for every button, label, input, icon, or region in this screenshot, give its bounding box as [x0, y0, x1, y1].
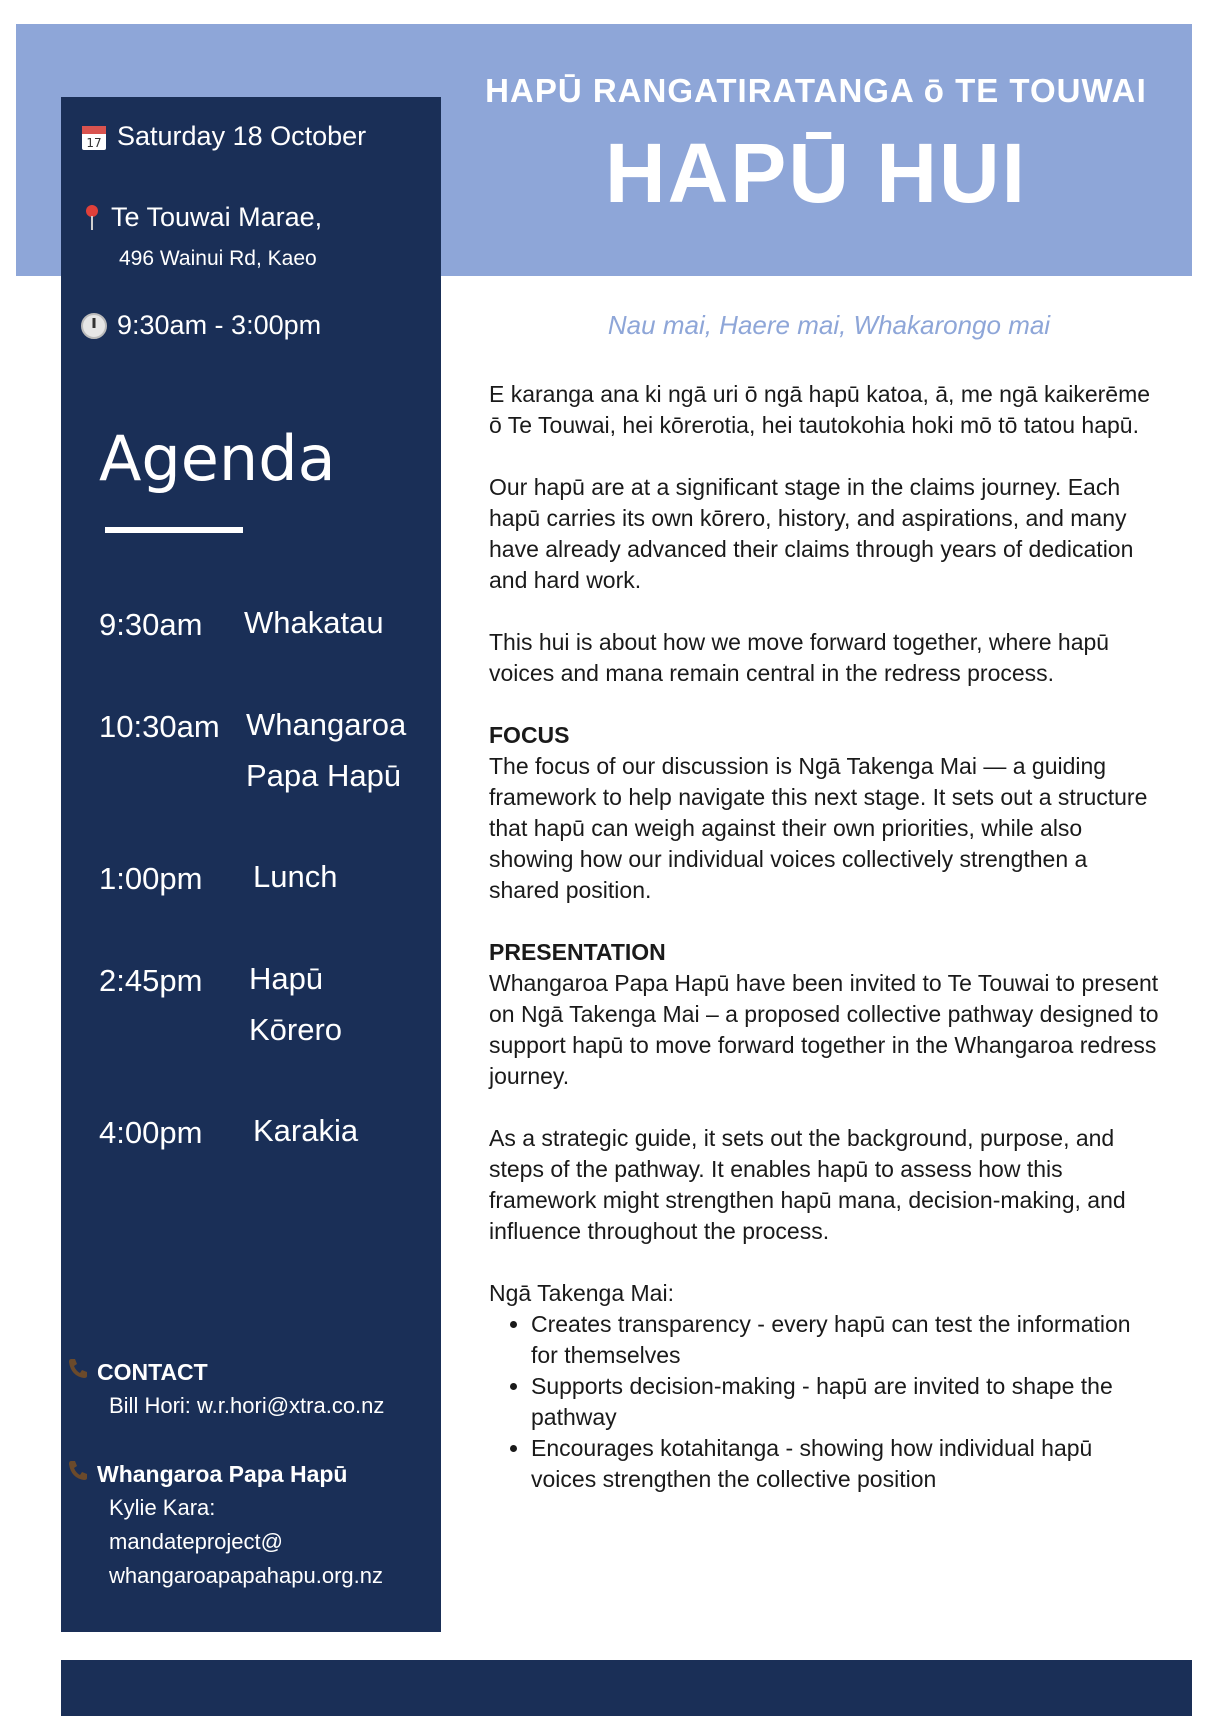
event-address: 496 Wainui Rd, Kaeo	[119, 247, 317, 270]
event-venue: Te Touwai Marae,	[111, 202, 323, 232]
contact-heading: Whangaroa Papa Hapū	[97, 1457, 383, 1491]
agenda-time: 1:00pm	[99, 861, 203, 896]
contact-email-line[interactable]: mandateproject@	[109, 1529, 283, 1554]
event-venue-row	[81, 202, 322, 233]
agenda-item: Karakia	[253, 1113, 359, 1148]
agenda-item: Whakatau	[244, 605, 384, 640]
focus-text: The focus of our discussion is Ngā Takenga Mai — a guiding framework to help navigate this next stage. It sets out a structure that hapū can weigh against their own priorities, while also showing how our individual voices collectively strengthen a shared position.	[489, 753, 1148, 903]
list-intro: Ngā Takenga Mai:	[489, 1280, 674, 1306]
contact-heading: CONTACT	[97, 1355, 384, 1389]
contact-line: Bill Hori: w.r.hori@xtra.co.nz	[109, 1393, 385, 1418]
agenda-time: 4:00pm	[99, 1115, 203, 1150]
list-item: • Encourages kotahitanga - showing how individual hapū voices strengthen the collective position	[531, 1433, 1159, 1495]
footer-band	[61, 1660, 1192, 1716]
focus-heading: FOCUS	[489, 722, 570, 748]
event-date: Saturday 18 October	[117, 121, 367, 151]
agenda-time: 9:30am	[99, 607, 203, 642]
event-time-row	[79, 310, 321, 341]
header-title: HAPŪ HUI	[604, 126, 1027, 220]
intro-paragraph: E karanga ana ki ngā uri ō ngā hapū katoa, ā, me ngā kaikerēme ō Te Touwai, hei kōrerotia, hei tautokohia hoki mō tō tatou hapū.	[489, 381, 1151, 438]
agenda-item: Lunch	[253, 859, 338, 894]
phone-icon	[67, 1357, 89, 1379]
presentation-section	[489, 937, 1159, 1092]
agenda-item: Hapū Kōrero	[249, 961, 343, 1047]
clock-icon	[79, 312, 109, 340]
agenda-item: Whangaroa Papa Hapū	[246, 707, 407, 793]
event-time: 9:30am - 3:00pm	[117, 310, 322, 340]
list-item: • Creates transparency - every hapū can test the information for themselves	[531, 1309, 1159, 1371]
hui-paragraph: This hui is about how we move forward together, where hapū voices and mana remain central in the redress process.	[489, 629, 1110, 686]
agenda-divider	[105, 527, 243, 533]
header-subtitle: HAPŪ RANGATIRATANGA ō TE TOUWAI	[485, 72, 1147, 109]
strategic-paragraph: As a strategic guide, it sets out the background, purpose, and steps of the pathway. It enables hapū to assess how this framework might strengthen hapū mana, decision-making, and influence throughout the process.	[489, 1125, 1126, 1244]
presentation-text: Whangaroa Papa Hapū have been invited to Te Touwai to present on Ngā Takenga Mai – a proposed collective pathway designed to support hapū to move forward together in the Whangaroa redress journey.	[489, 970, 1159, 1089]
event-date-row	[79, 121, 366, 152]
agenda-time: 10:30am	[99, 709, 220, 744]
list-item: • Supports decision-making - hapū are invited to shape the pathway	[531, 1371, 1159, 1433]
contact-email-line[interactable]: whangaroapapahapu.org.nz	[109, 1563, 384, 1588]
agenda-time: 2:45pm	[99, 963, 203, 998]
sidebar	[61, 97, 441, 1632]
focus-section	[489, 720, 1159, 906]
contact-block	[97, 1355, 384, 1423]
agenda-title: Agenda	[99, 422, 336, 495]
calendar-icon	[79, 123, 109, 151]
contact-line: Kylie Kara:	[109, 1495, 216, 1520]
contact-block	[97, 1457, 383, 1593]
svg-text:17: 17	[86, 135, 102, 150]
benefits-list	[489, 1309, 1159, 1495]
presentation-heading: PRESENTATION	[489, 939, 666, 965]
tagline: Nau mai, Haere mai, Whakarongo mai	[607, 310, 1051, 340]
phone-icon	[67, 1459, 89, 1481]
main-content	[489, 310, 1159, 1495]
location-pin-icon	[81, 204, 103, 232]
claims-paragraph: Our hapū are at a significant stage in the claims journey. Each hapū carries its own kōrero, history, and aspirations, and many have already advanced their claims through years of dedication and hard work.	[489, 474, 1134, 593]
